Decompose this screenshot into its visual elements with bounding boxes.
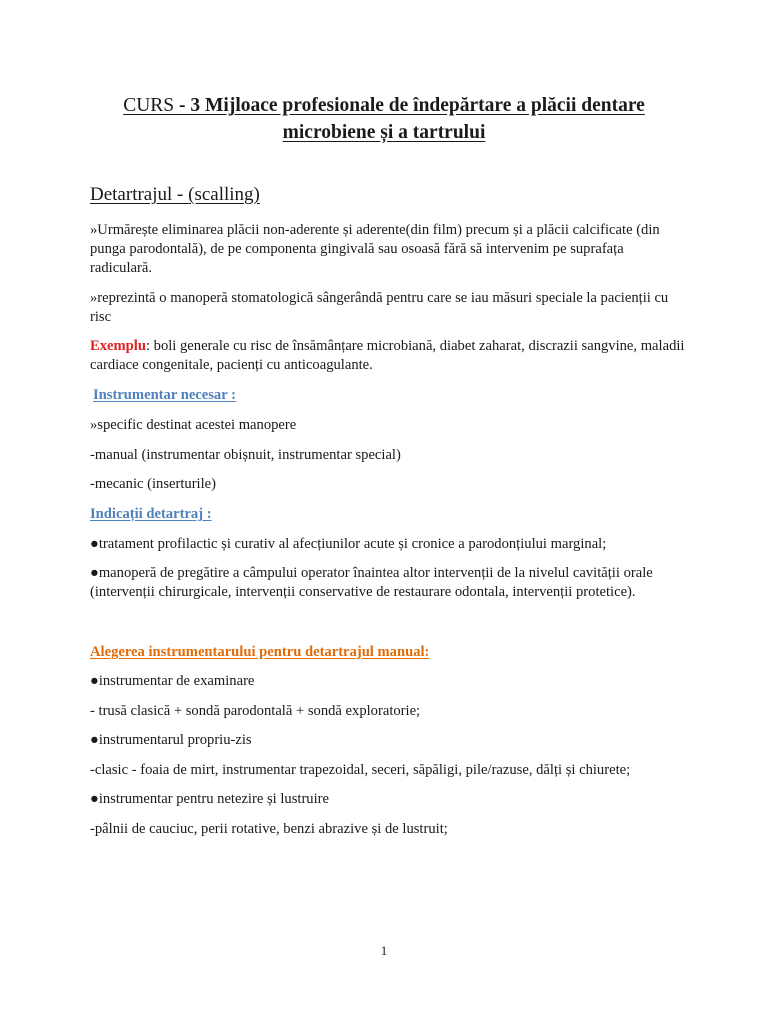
indications-heading-text: Indicații detartraj : xyxy=(90,506,212,522)
selection-item-5: ●instrumentar pentru netezire și lustruire xyxy=(90,791,329,807)
indications-heading xyxy=(90,505,688,524)
instrument-item-2: -manual (instrumentar obișnuit, instrumentar special) xyxy=(90,447,401,463)
selection-item-6: -pâlnii de cauciuc, perii rotative, benzi abrazive și de lustruit; xyxy=(90,821,448,837)
instrument-heading-text: Instrumentar necesar : xyxy=(93,387,236,403)
indication-item-2: ●manoperă de pregătire a câmpului operator înaintea altor intervenții de la nivelul cavității orale (intervenții chirurgicale, intervenții conservative de restaurare odontala, intervenții protetice). xyxy=(90,565,653,600)
document-title xyxy=(60,92,708,146)
title-line-2: microbiene și a tartrului xyxy=(282,122,486,143)
title-prefix: CURS xyxy=(123,95,180,116)
instrument-item-1: »specific destinat acestei manopere xyxy=(90,417,297,433)
instrument-item-3: -mecanic (inserturile) xyxy=(90,476,217,492)
example-text: : boli generale cu risc de însămânțare microbiană, diabet zaharat, discrazii sangvine, maladii cardiace congenitale, pacienți cu anticoagulante. xyxy=(90,338,685,373)
selection-item-2: - trusă clasică + sondă parodontală + sondă exploratorie; xyxy=(90,703,421,719)
indication-item-1: ●tratament profilactic și curativ al afecțiunilor acute și cronice a parodonțiului marginal; xyxy=(90,536,607,552)
title-line-1-text: - 3 Mijloace profesionale de îndepărtare a plăcii dentare xyxy=(179,95,645,116)
selection-heading-text: Alegerea instrumentarului pentru detartrajul manual: xyxy=(90,644,430,660)
selection-item-1: ●instrumentar de examinare xyxy=(90,673,255,689)
section-heading: Detartrajul - (scalling) xyxy=(90,184,260,205)
example-label: Exemplu xyxy=(90,338,146,354)
selection-item-4: -clasic - foaia de mirt, instrumentar trapezoidal, seceri, săpăligi, pile/razuse, dălți și chiurete; xyxy=(90,762,631,778)
title-line-1 xyxy=(123,95,645,116)
instrument-heading xyxy=(93,386,691,405)
selection-item-3: ●instrumentarul propriu-zis xyxy=(90,732,252,748)
paragraph-goal: »Urmărește eliminarea plăcii non-aderente și aderente(din film) precum și a plăcii calcificate (din punga parodontală), de pe componenta gingivală sau osoasă fără să intervenim pe suprafața radiculară. xyxy=(90,222,660,276)
selection-heading xyxy=(90,643,688,662)
page-number: 1 xyxy=(380,943,388,958)
paragraph-example xyxy=(90,337,688,375)
paragraph-definition: »reprezintă o manoperă stomatologică sângerândă pentru care se iau măsuri speciale la pacienții cu risc xyxy=(90,290,669,325)
